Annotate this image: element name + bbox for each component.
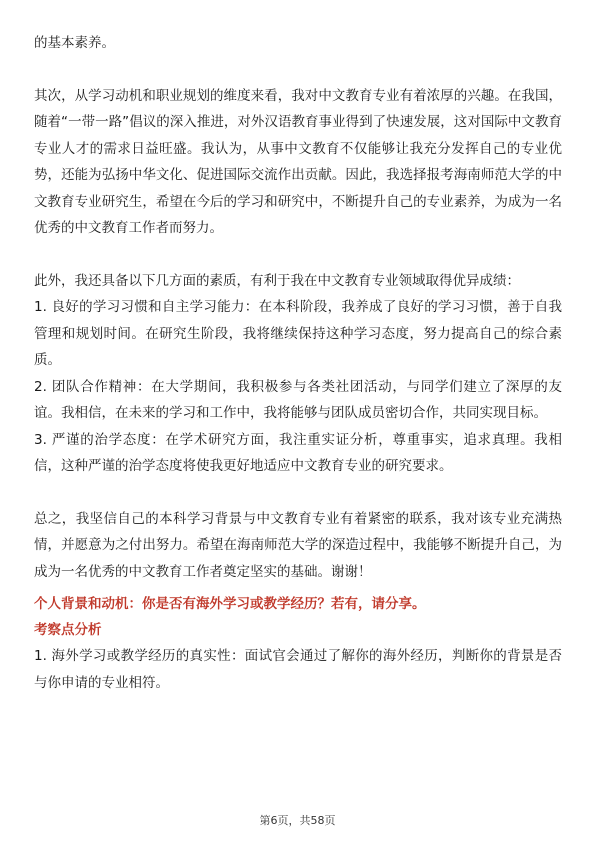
analysis-heading: 考察点分析 (34, 622, 102, 638)
paragraph-conclusion: 总之，我坚信自己的本科学习背景与中文教育专业有着紧密的联系，我对该专业充满热情，并愿意为之付出努力。希望在海南师范大学的深造过程中，我能够不断提升自己，为成为一名优秀的中文教育工作者奠定坚实的基础。谢谢！ (34, 510, 562, 580)
page-number: 第6页，共58页 (259, 814, 336, 827)
paragraph-qualities-intro: 此外，我还具备以下几方面的素质，有利于我在中文教育专业领域取得优异成绩： (34, 272, 520, 289)
page-content (34, 30, 562, 696)
paragraph-gap (34, 242, 562, 268)
paragraph-continuation: 的基本素养。 (34, 35, 115, 51)
paragraph-gap (34, 480, 562, 506)
analysis-item-1: 1. 海外学习或教学经历的真实性：面试官会通过了解你的海外经历，判断你的背景是否与你申请的专业相符。 (34, 648, 562, 691)
list-item-academic-attitude: 3. 严谨的治学态度：在学术研究方面，我注重实证分析，尊重事实，追求真理。我相信，这种严谨的治学态度将使我更好地适应中文教育专业的研究要求。 (34, 431, 562, 474)
list-item-teamwork: 2. 团队合作精神：在大学期间，我积极参与各类社团活动，与同学们建立了深厚的友谊。我相信，在未来的学习和工作中，我将能够与团队成员密切合作，共同实现目标。 (34, 378, 562, 421)
paragraph-motivation: 其次，从学习动机和职业规划的维度来看，我对中文教育专业有着浓厚的兴趣。在我国，随着“一带一路”倡议的深入推进，对外汉语教育事业得到了快速发展，这对国际中文教育专业人才的需求日益旺盛。我认为，从事中文教育不仅能够让我充分发挥自己的专业优势，还能为弘扬中华文化、促进国际交流作出贡献。因此，我选择报考海南师范大学的中文教育专业研究生，希望在今后的学习和研究中，不断提升自己的专业素养，为成为一名优秀的中文教育工作者而努力。 (34, 87, 562, 236)
list-item-study-habits: 1. 良好的学习习惯和自主学习能力：在本科阶段，我养成了良好的学习习惯，善于自我管理和规划时间。在研究生阶段，我将继续保持这种学习态度，努力提高自己的综合素质。 (34, 299, 562, 368)
paragraph-gap (34, 57, 562, 83)
question-heading: 个人背景和动机：你是否有海外学习或教学经历？若有，请分享。 (34, 596, 426, 612)
